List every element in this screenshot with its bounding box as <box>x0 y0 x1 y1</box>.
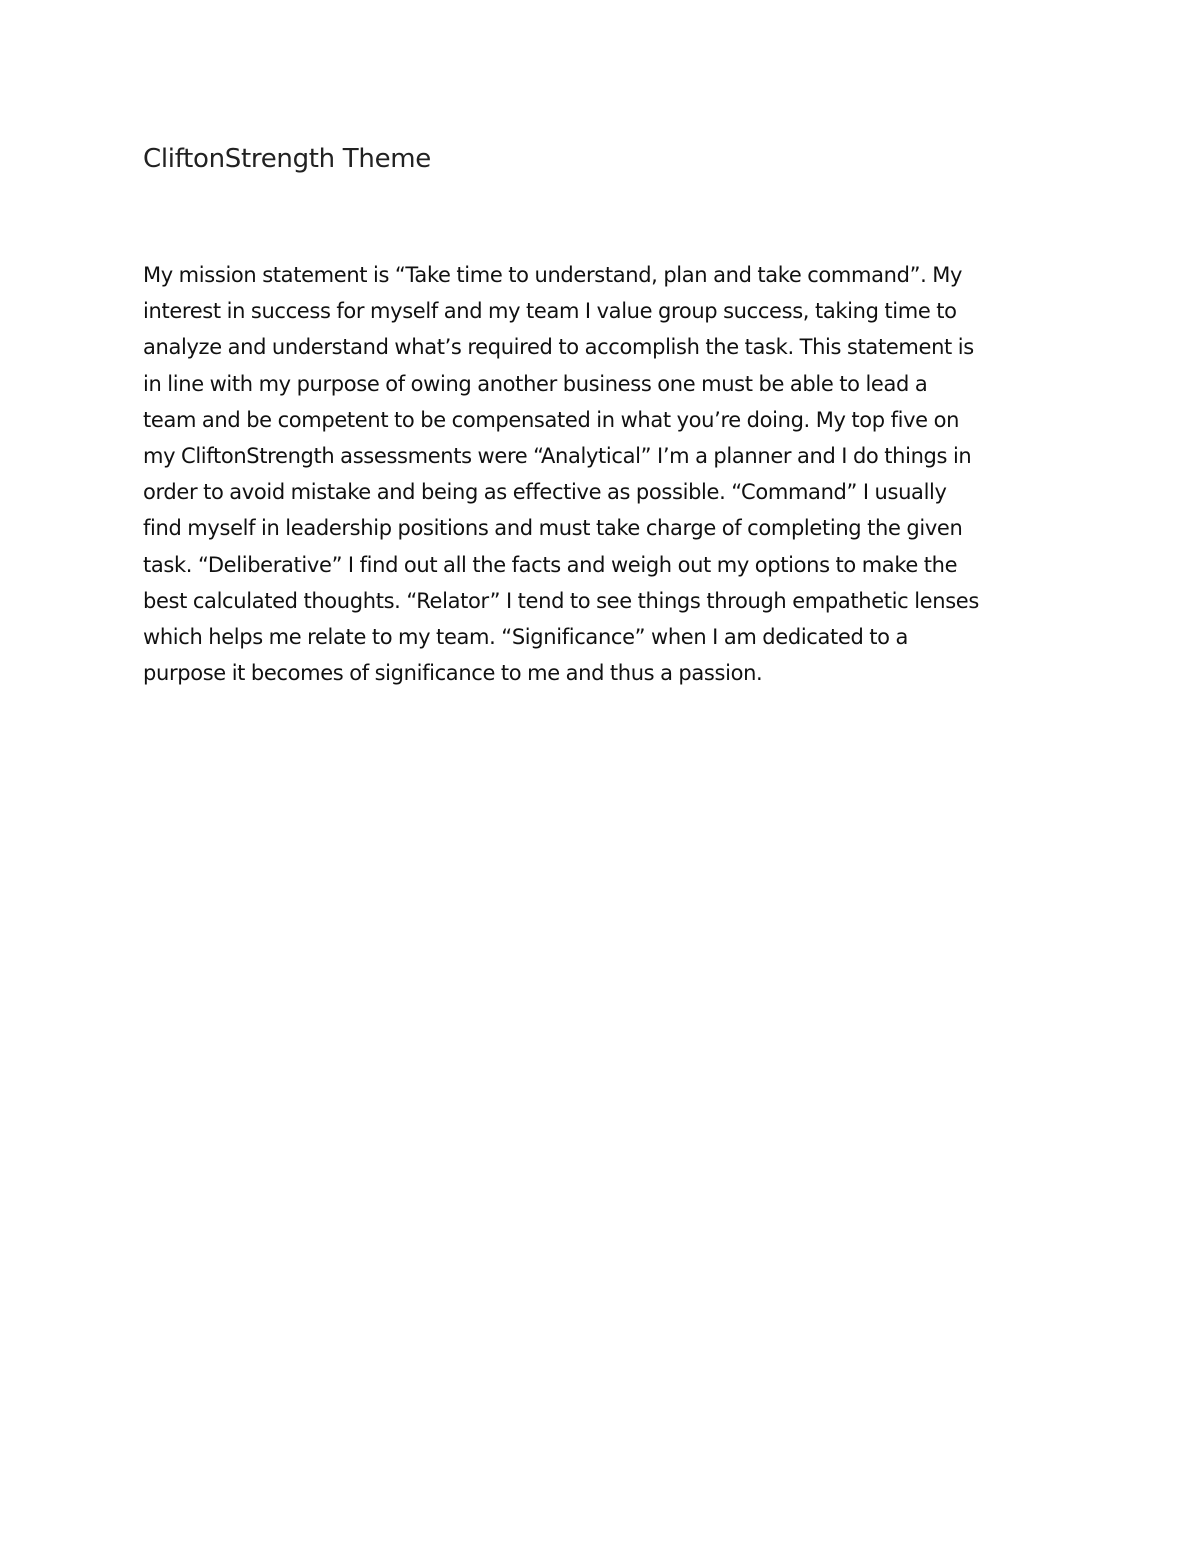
paragraph-line: my CliftonStrength assessments were “Analytical” I’m a planner and I do things in <box>143 444 972 469</box>
paragraph-line: analyze and understand what’s required to accomplish the task. This statement is <box>143 335 974 360</box>
document-title: CliftonStrength Theme <box>143 144 431 174</box>
paragraph-line: order to avoid mistake and being as effective as possible. “Command” I usually <box>143 480 947 505</box>
document-paragraph <box>143 257 1073 691</box>
paragraph-line: best calculated thoughts. “Relator” I tend to see things through empathetic lenses <box>143 588 979 613</box>
paragraph-line: team and be competent to be compensated in what you’re doing. My top five on <box>143 407 960 432</box>
paragraph-line: task. “Deliberative” I find out all the facts and weigh out my options to make the <box>143 552 958 577</box>
paragraph-line: in line with my purpose of owing another business one must be able to lead a <box>143 371 928 396</box>
paragraph-line: find myself in leadership positions and must take charge of completing the given <box>143 516 963 541</box>
paragraph-line: My mission statement is “Take time to understand, plan and take command”. My <box>143 263 963 287</box>
paragraph-line: purpose it becomes of significance to me and thus a passion. <box>143 661 763 686</box>
paragraph-line: which helps me relate to my team. “Significance” when I am dedicated to a <box>143 625 908 650</box>
paragraph-line: interest in success for myself and my team I value group success, taking time to <box>143 299 957 324</box>
